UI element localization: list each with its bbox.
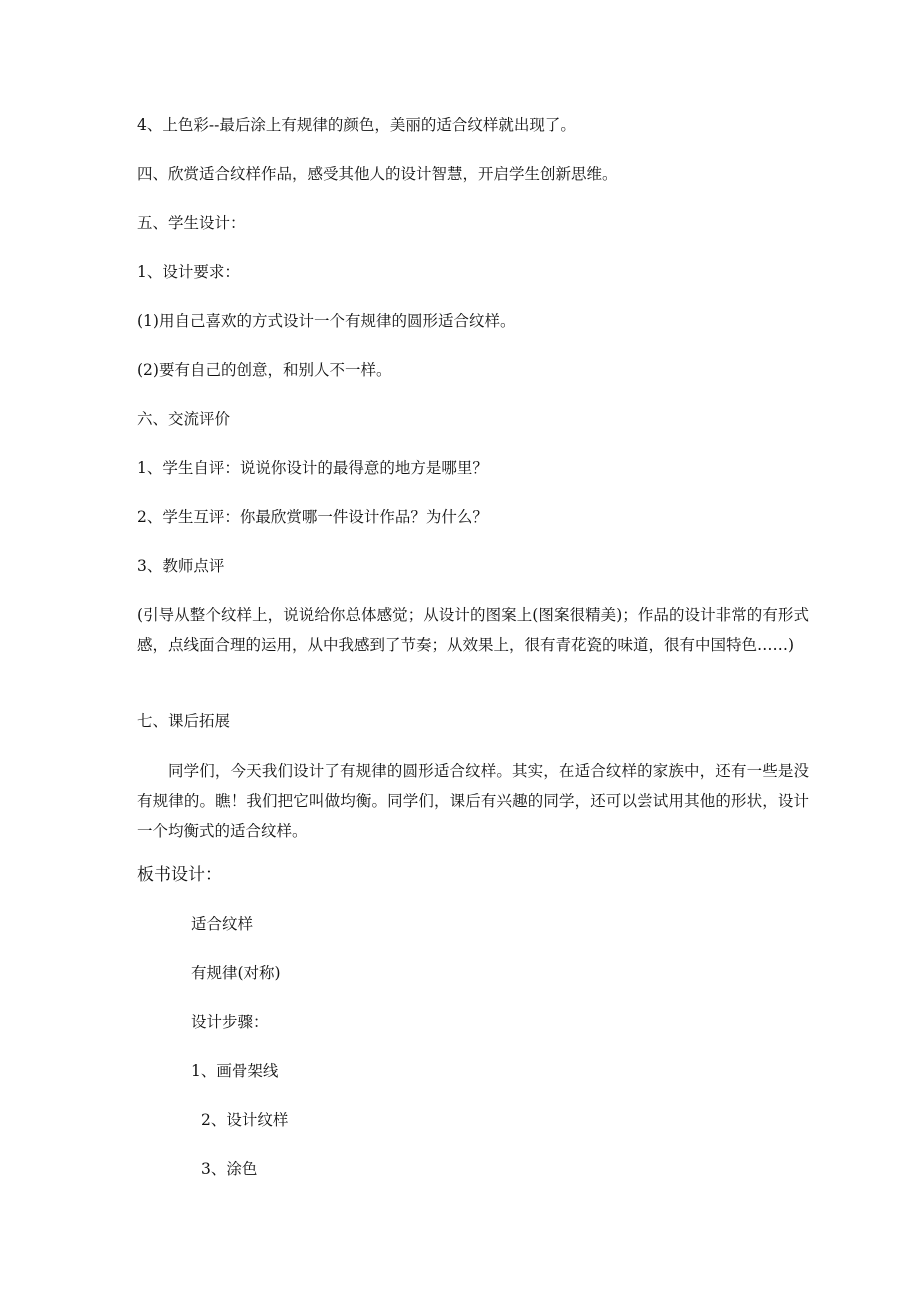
section-four-heading: 四、欣赏适合纹样作品，感受其他人的设计智慧，开启学生创新思维。 bbox=[137, 165, 618, 183]
peer-evaluation: 2、学生互评：你最欣赏哪一件设计作品？为什么？ bbox=[137, 508, 488, 526]
requirement-1: (1)用自己喜欢的方式设计一个有规律的圆形适合纹样。 bbox=[137, 312, 516, 330]
step-4-coloring: 4、上色彩--最后涂上有规律的颜色，美丽的适合纹样就出现了。 bbox=[137, 116, 576, 134]
board-item-regular: 有规律(对称) bbox=[191, 964, 281, 982]
board-step-3: 3、涂色 bbox=[201, 1160, 258, 1178]
board-step-2: 2、设计纹样 bbox=[201, 1111, 289, 1129]
teacher-comment-paragraph: (引导从整个纹样上，说说给你总体感觉；从设计的图案上(图案很精美)；作品的设计非常的有形式感，点线面合理的运用，从中我感到了节奏；从效果上，很有青花瓷的味道，很有中国特色……) bbox=[137, 606, 809, 654]
board-step-1: 1、画骨架线 bbox=[191, 1062, 279, 1080]
section-seven-heading: 七、课后拓展 bbox=[137, 712, 231, 730]
board-item-steps: 设计步骤： bbox=[191, 1013, 269, 1031]
section-six-heading: 六、交流评价 bbox=[137, 410, 231, 428]
self-evaluation: 1、学生自评：说说你设计的最得意的地方是哪里？ bbox=[137, 459, 488, 477]
board-item-pattern: 适合纹样 bbox=[191, 915, 254, 933]
section-five-heading: 五、学生设计： bbox=[137, 214, 246, 232]
requirement-2: (2)要有自己的创意，和别人不一样。 bbox=[137, 361, 392, 379]
design-requirements-heading: 1、设计要求： bbox=[137, 263, 240, 281]
extension-paragraph: 同学们，今天我们设计了有规律的圆形适合纹样。其实，在适合纹样的家族中，还有一些是没有规律的。瞧！我们把它叫做均衡。同学们，课后有兴趣的同学，还可以尝试用其他的形状，设计一个均衡式的适合纹样。 bbox=[137, 762, 809, 840]
teacher-evaluation: 3、教师点评 bbox=[137, 557, 225, 575]
board-design-heading: 板书设计： bbox=[137, 865, 222, 885]
